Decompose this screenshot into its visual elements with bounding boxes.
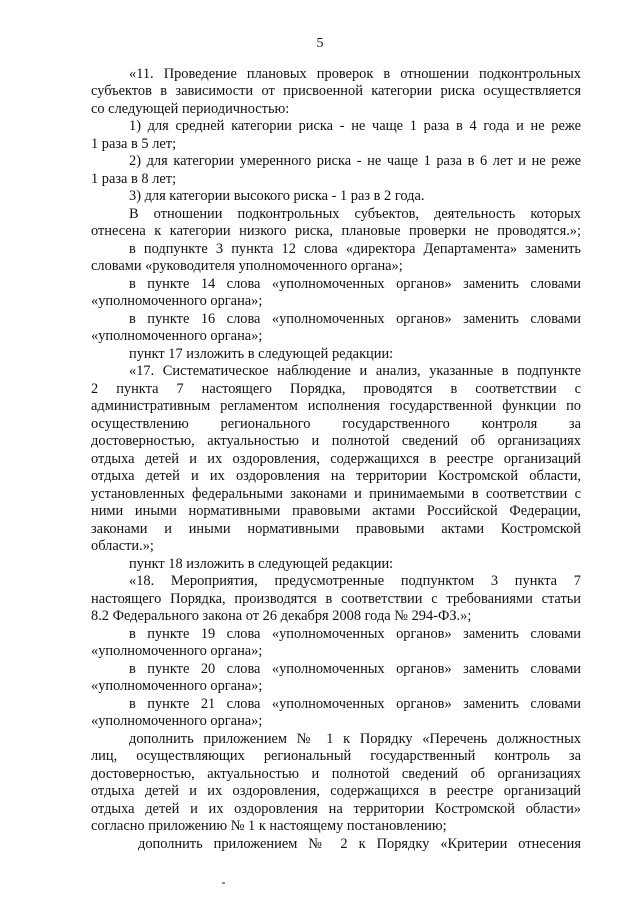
text-line: отдыха детей и их оздоровления, содержащихся в реестре организаций <box>91 451 581 467</box>
text-line: «уполномоченного органа»; <box>91 678 263 694</box>
text-line: 1) для средней категории риска - не чаще 1 раза в 4 года и не реже <box>129 118 581 134</box>
text-line: административным регламентом исполнения государственной функции по <box>91 398 581 414</box>
text-line: ними иными нормативными правовыми актами Российской Федерации, <box>91 503 581 519</box>
text-line: отдыха детей и их оздоровления на территории Костромской области, <box>91 468 581 484</box>
text-line: отдыха детей и их оздоровления на территории Костромской области» <box>91 801 581 817</box>
text-line: законами и иными нормативными правовыми актами Костромской <box>91 521 581 537</box>
text-line: в подпункте 3 пункта 12 слова «директора Департамента» заменить <box>129 241 581 257</box>
text-line: 3) для категории высокого риска - 1 раз в 2 года. <box>129 188 425 204</box>
text-line: осуществлению регионального государственного контроля за <box>91 416 581 432</box>
text-line: 8.2 Федерального закона от 26 декабря 2008 года № 294-ФЗ.»; <box>91 608 472 624</box>
text-line: области.»; <box>91 538 154 554</box>
text-line: дополнить приложением № 2 к Порядку «Критерии отнесения <box>138 836 581 852</box>
text-line: 1 раза в 5 лет; <box>91 136 177 152</box>
text-line: «уполномоченного органа»; <box>91 328 263 344</box>
text-line: в пункте 21 слова «уполномоченных органов» заменить словами <box>129 696 581 712</box>
text-line: «уполномоченного органа»; <box>91 713 263 729</box>
text-line: в пункте 16 слова «уполномоченных органов» заменить словами <box>129 311 581 327</box>
text-line: в пункте 20 слова «уполномоченных органов» заменить словами <box>129 661 581 677</box>
text-line: «уполномоченного органа»; <box>91 293 263 309</box>
page-number: 5 <box>316 36 324 51</box>
scan-artifact <box>222 882 225 884</box>
text-line: достоверностью, актуальностью и полнотой сведений об организациях <box>91 766 581 782</box>
text-line: отдыха детей и их оздоровления, содержащихся в реестре организаций <box>91 783 581 799</box>
text-line: «17. Систематическое наблюдение и анализ, указанные в подпункте <box>129 363 581 379</box>
text-line: «11. Проведение плановых проверок в отношении подконтрольных <box>129 66 581 82</box>
text-line: словами «руководителя уполномоченного органа»; <box>91 258 403 274</box>
text-line: В отношении подконтрольных субъектов, деятельность которых <box>129 206 581 222</box>
text-line: 1 раза в 8 лет; <box>91 171 177 187</box>
text-line: установленных федеральными законами и принимаемыми в соответствии с <box>91 486 581 502</box>
text-line: в пункте 14 слова «уполномоченных органов» заменить словами <box>129 276 581 292</box>
text-line: со следующей периодичностью: <box>91 101 290 117</box>
text-line: 2) для категории умеренного риска - не чаще 1 раза в 6 лет и не реже <box>129 153 581 169</box>
text-line: «уполномоченного органа»; <box>91 643 263 659</box>
text-line: настоящего Порядка, производятся в соответствии с требованиями статьи <box>91 591 581 607</box>
text-line: 2 пункта 7 настоящего Порядка, проводятся в соответствии с <box>91 381 581 397</box>
text-line: дополнить приложением № 1 к Порядку «Перечень должностных <box>129 731 581 747</box>
text-line: субъектов в зависимости от присвоенной категории риска осуществляется <box>91 83 581 99</box>
text-line: лиц, осуществляющих региональный государственный контроль за <box>91 748 581 764</box>
text-line: отнесена к категории низкого риска, плановые проверки не проводятся.»; <box>91 223 581 239</box>
text-line: пункт 17 изложить в следующей редакции: <box>129 346 394 362</box>
text-line: «18. Мероприятия, предусмотренные подпунктом 3 пункта 7 <box>129 573 581 589</box>
text-line: в пункте 19 слова «уполномоченных органов» заменить словами <box>129 626 581 642</box>
text-line: согласно приложению № 1 к настоящему постановлению; <box>91 818 447 834</box>
text-line: достоверностью, актуальностью и полнотой сведений об организациях <box>91 433 581 449</box>
text-line: пункт 18 изложить в следующей редакции: <box>129 556 394 572</box>
